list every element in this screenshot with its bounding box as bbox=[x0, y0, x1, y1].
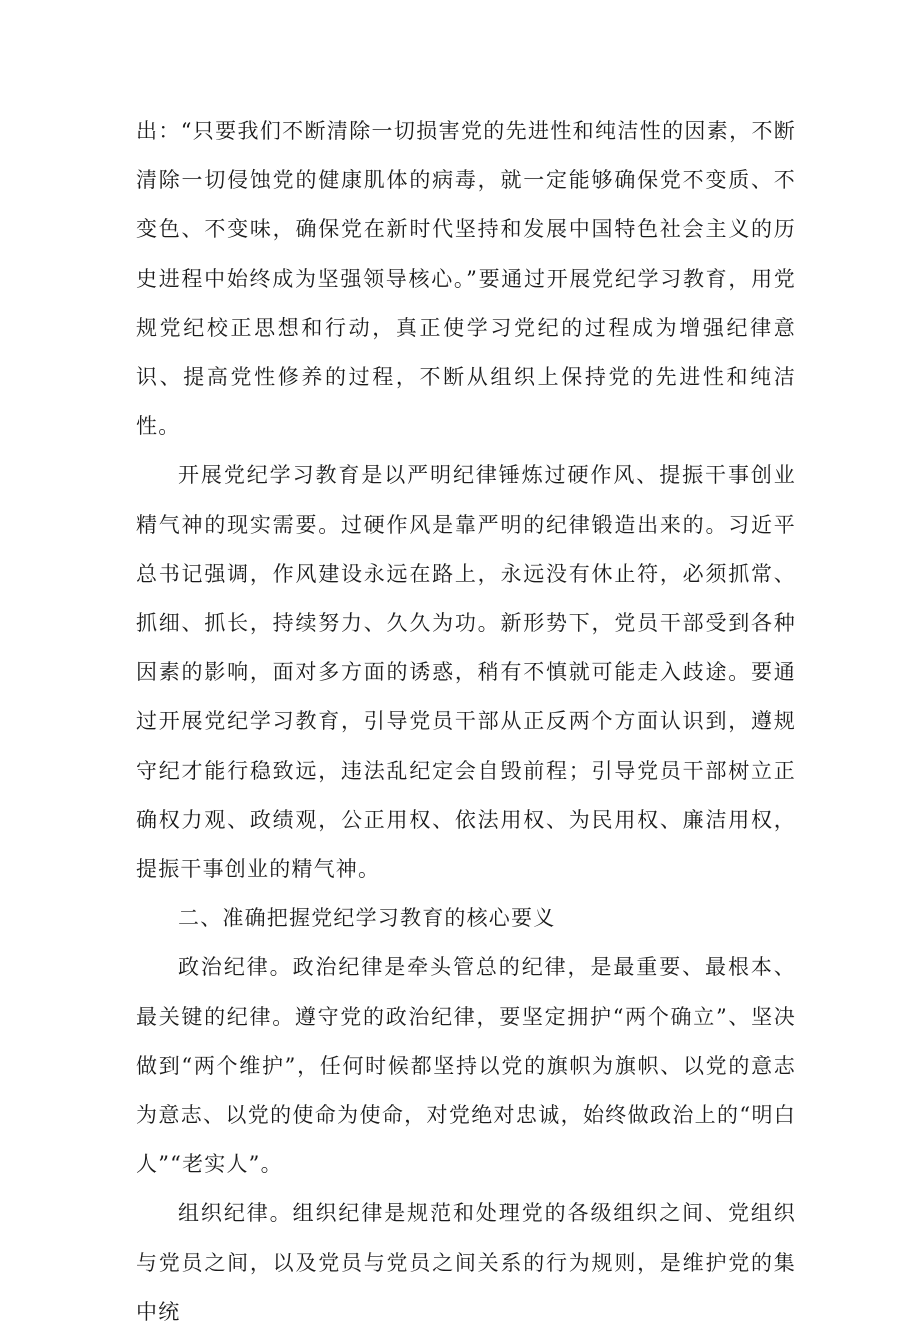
document-body bbox=[136, 107, 796, 1337]
paragraph-political-discipline: 政治纪律。政治纪律是牵头管总的纪律，是最重要、最根本、最关键的纪律。遵守党的政治纪律，要坚定拥护“两个确立”、坚决做到“两个维护”，任何时候都坚持以党的旗帜为旗帜、以党的意志为意志、以党的使命为使命，对党绝对忠诚，始终做政治上的“明白人”“老实人”。 bbox=[136, 955, 796, 1177]
section-heading: 二、准确把握党纪学习教育的核心要义 bbox=[178, 906, 556, 931]
paragraph-organizational-discipline: 组织纪律。组织纪律是规范和处理党的各级组织之间、党组织与党员之间，以及党员与党员之间关系的行为规则，是维护党的集中统 bbox=[136, 1201, 796, 1324]
paragraph-continuation: 出：“只要我们不断清除一切损害党的先进性和纯洁性的因素，不断清除一切侵蚀党的健康肌体的病毒，就一定能够确保党不变质、不变色、不变味，确保党在新时代坚持和发展中国特色社会主义的历史进程中始终成为坚强领导核心。”要通过开展党纪学习教育，用党规党纪校正思想和行动，真正使学习党纪的过程成为增强纪律意识、提高党性修养的过程，不断从组织上保持党的先进性和纯洁性。 bbox=[136, 119, 796, 439]
paragraph-work-style: 开展党纪学习教育是以严明纪律锤炼过硬作风、提振干事创业精气神的现实需要。过硬作风是靠严明的纪律锻造出来的。习近平总书记强调，作风建设永远在路上，永远没有休止符，必须抓常、抓细、抓长，持续努力、久久为功。新形势下，党员干部受到各种因素的影响，面对多方面的诱惑，稍有不慎就可能走入歧途。要通过开展党纪学习教育，引导党员干部从正反两个方面认识到，遵规守纪才能行稳致远，违法乱纪定会自毁前程；引导党员干部树立正确权力观、政绩观，公正用权、依法用权、为民用权、廉洁用权，提振干事创业的精气神。 bbox=[136, 463, 796, 882]
